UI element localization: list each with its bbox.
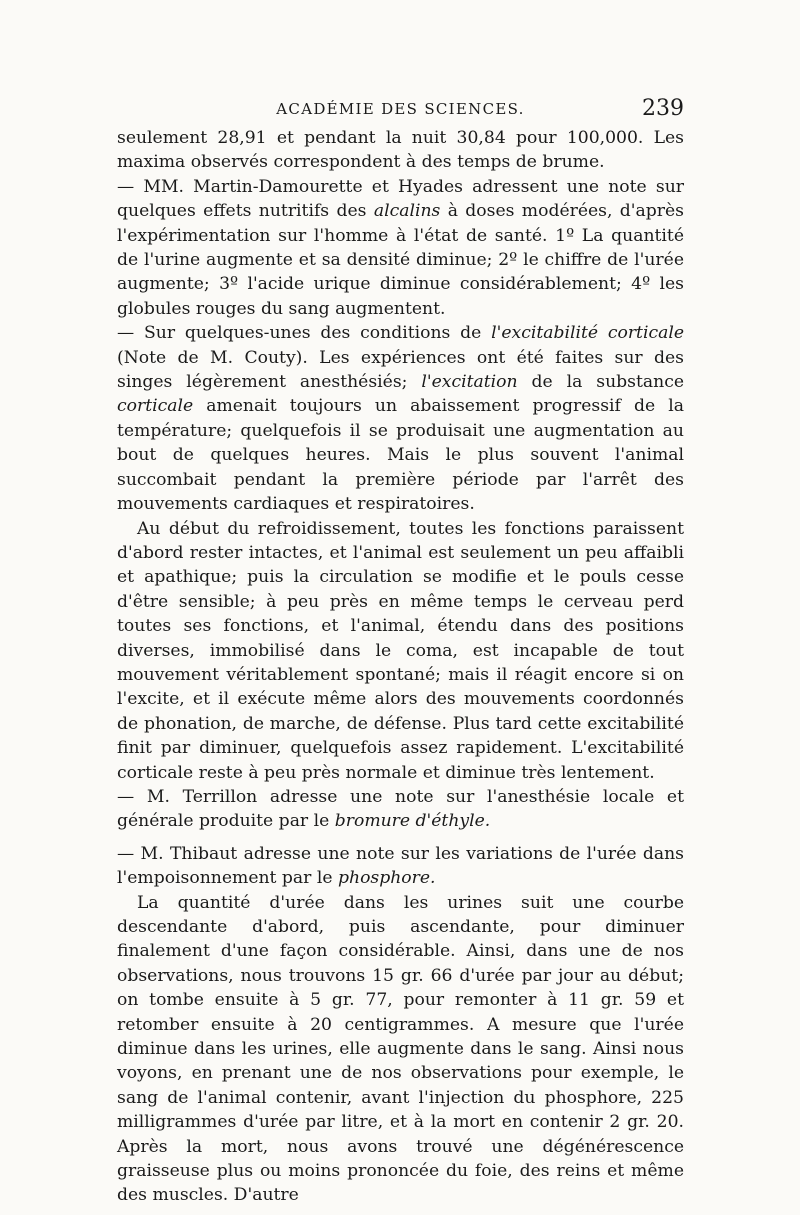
paragraph (117, 175, 684, 321)
paragraph (117, 517, 684, 785)
italic-text: alcalins (373, 201, 441, 222)
paragraph (117, 785, 684, 834)
italic-text: corticale (117, 396, 194, 417)
text-run: — M. Terrillon adresse une note sur l'anesthésie locale et générale produite par le (117, 786, 684, 832)
page-number: 239 (642, 96, 684, 121)
text-run: de la substance (517, 372, 684, 393)
body-text (117, 126, 684, 1208)
italic-text: l'excitabilité corticale (491, 323, 684, 344)
text-run: — M. Thibaut adresse une note sur les variations de l'urée dans l'empoisonnement par le (117, 843, 684, 889)
text-run: — Sur quelques-unes des conditions de (117, 323, 492, 344)
text-run: à doses modérées, d'après l'expérimentation sur l'homme à l'état de santé. 1º La quantité de l'urine augmente et sa densité diminue; 2º le chiffre de l'urée augmente; 3º l'acide urique diminue considérablement; 4º les globules rouges du sang augmentent. (117, 201, 684, 319)
text-run: amenait toujours un abaissement progressif de la température; quelquefois il se produisait une augmentation au bout de quelques heures. Mais le plus souvent l'animal succombait pendant la première période par l'arrêt des mouvements cardiaques et respiratoires. (117, 396, 684, 515)
italic-text: l'excitation (421, 372, 518, 393)
italic-text: phosphore. (338, 868, 436, 889)
italic-text: bromure d'éthyle. (334, 811, 491, 832)
paragraph (117, 126, 684, 175)
text-run: Au début du refroidissement, toutes les fonctions paraissent d'abord rester intactes, et l'animal est seulement un peu affaibli et apathique; puis la circulation se modifie et le pouls cesse d'être sensible; à peu près en même temps le cerveau perd toutes ses fonctions, et l'animal, étendu dans des positions diverses, immobilisé dans le coma, est incapable de tout mouvement véritablement spontané; mais il réagit encore si on l'excite, et il exécute même alors des mouvements coordonnés de phonation, de marche, de défense. Plus tard cette excitabilité finit par diminuer, quelquefois assez rapidement. L'excitabilité corticale reste à peu près normale et diminue très lentement. (117, 518, 684, 783)
text-run: (Note de M. Couty). Les expériences ont été faites sur des singes légèrement anesthésiés; (117, 347, 684, 393)
text-run: — MM. Martin-Damourette et Hyades adressent une note sur quelques effets nutritifs des (117, 176, 684, 222)
text-run: La quantité d'urée dans les urines suit une courbe descendante d'abord, puis ascendante, pour diminuer finalement d'une façon considérable. Ainsi, dans une de nos observations, nous trouvons 15 gr. 66 d'urée par jour au début; on tombe ensuite à 5 gr. 77, pour remonter à 11 gr. 59 et retomber ensuite à 20 centigrammes. A mesure que l'urée diminue dans les urines, elle augmente dans le sang. Ainsi nous voyons, en prenant une de nos observations pour exemple, le sang de l'animal contenir, avant l'injection du phosphore, 225 milligrammes d'urée par litre, et à la mort en contenir 2 gr. 20. Après la mort, nous avons trouvé une dégénérescence graisseuse plus ou moins prononcée du foie, des reins et même des muscles. D'autre (117, 892, 684, 1206)
paragraph (117, 842, 684, 891)
page-header (117, 96, 684, 126)
text-run: seulement 28,91 et pendant la nuit 30,84 pour 100,000. Les maxima observés correspondent à des temps de brume. (117, 128, 684, 173)
paragraph (117, 321, 684, 516)
paragraph (117, 891, 684, 1208)
running-head: ACADÉMIE DES SCIENCES. (276, 100, 525, 118)
